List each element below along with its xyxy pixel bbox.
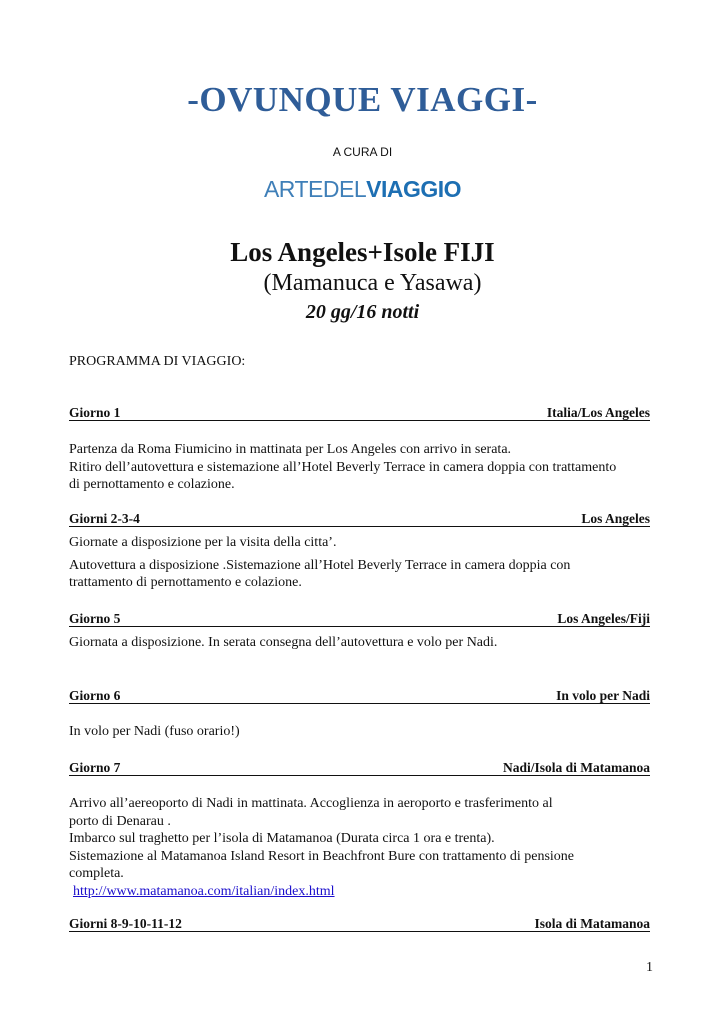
text-line: Giornate a disposizione per la visita della citta’. [69,535,337,550]
day-place: In volo per Nadi [556,688,650,703]
day-description [69,723,649,741]
day-place: Los Angeles/Fiji [557,611,650,626]
day-header [69,405,650,421]
text-line: Imbarco sul traghetto per l’isola di Matamanoa (Durata circa 1 ora e trenta). [69,831,495,846]
text-line: di pernottamento e colazione. [69,477,235,492]
trip-subtitle: (Mamanuca e Yasawa) [263,270,482,296]
text-line: Giornata a disposizione. In serata consegna dell’autovettura e volo per Nadi. [69,635,498,650]
page-number: 1 [646,960,653,975]
text-line: Arrivo all’aereoporto di Nadi in mattinata. Accoglienza in aeroporto e trasferimento al [69,796,553,811]
day-header [69,511,650,527]
day-header [69,916,650,932]
logo-text-thin: ARTEDEL [263,176,367,202]
day-header [69,611,650,627]
curated-by-label: A CURA DI [332,145,393,159]
arte-del-viaggio-logo [0,176,725,203]
day-label: Giorno 6 [69,688,121,703]
day-description [69,534,649,592]
text-line: Autovettura a disposizione .Sistemazione all’Hotel Beverly Terrace in camera doppia con [69,557,571,573]
text-line: porto di Denarau . [69,813,171,829]
day-label: Giorno 5 [69,611,121,626]
day-place: Italia/Los Angeles [546,405,650,420]
text-line: trattamento di pernottamento e colazione. [69,575,302,590]
day-label: Giorno 7 [69,760,121,775]
logo-text-bold: VIAGGIO [366,176,462,202]
day-description [69,634,649,652]
text-line: Partenza da Roma Fiumicino in mattinata per Los Angeles con arrivo in serata. [69,442,512,457]
program-label: PROGRAMMA DI VIAGGIO: [69,354,246,369]
text-line: Sistemazione al Matamanoa Island Resort in Beachfront Bure con trattamento di pensione [69,848,575,864]
day-header [69,760,650,776]
day-place: Nadi/Isola di Matamanoa [502,760,650,775]
text-line: Ritiro dell’autovettura e sistemazione all’Hotel Beverly Terrace in camera doppia con trattamento [69,459,617,475]
trip-title: Los Angeles+Isole FIJI [230,237,495,267]
day-label: Giorno 1 [69,405,121,420]
day-description [69,795,649,900]
day-header [69,688,650,704]
trip-duration: 20 gg/16 notti [305,301,420,323]
day-place: Los Angeles [581,511,650,526]
resort-link[interactable]: http://www.matamanoa.com/italian/index.html [73,883,335,899]
day-label: Giorni 2-3-4 [69,511,140,526]
document-title: -OVUNQUE VIAGGI- [187,80,538,119]
text-line: In volo per Nadi (fuso orario!) [69,724,240,739]
day-label: Giorni 8-9-10-11-12 [69,916,182,931]
day-place: Isola di Matamanoa [534,916,650,931]
text-line: completa. [69,866,124,881]
day-description [69,441,649,494]
